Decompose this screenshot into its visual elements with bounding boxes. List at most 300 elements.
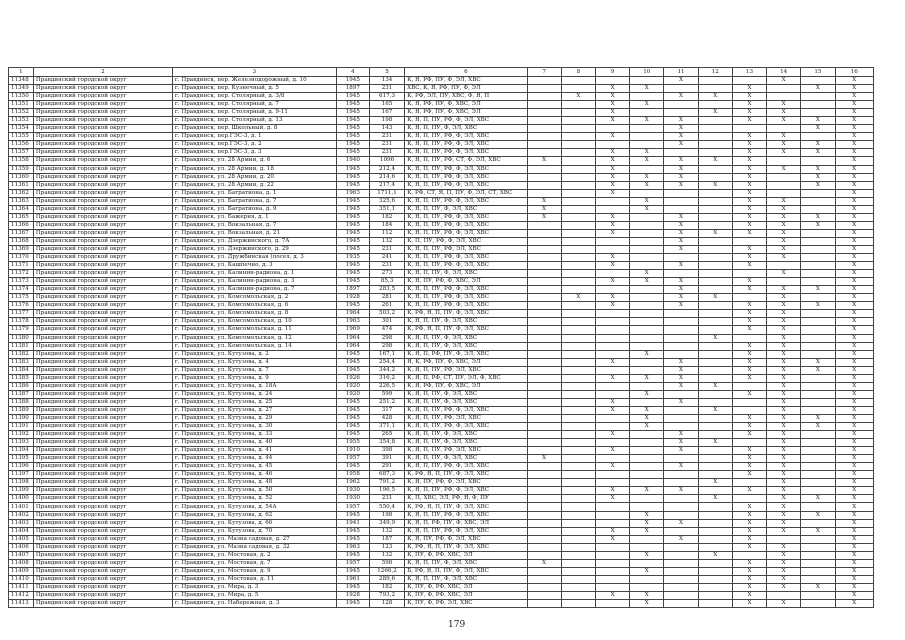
mark-11-cell (664, 471, 698, 479)
mark-13-cell: Х (732, 431, 766, 439)
mark-15-cell: Х (801, 85, 835, 93)
table-row (9, 229, 874, 237)
mark-12-cell: Х (698, 93, 732, 101)
mark-13-cell (732, 495, 766, 503)
mark-12-cell (698, 583, 732, 591)
build-year-cell: 1945 (336, 77, 369, 85)
mark-12-cell (698, 262, 732, 270)
mark-9-cell (595, 342, 629, 350)
mark-12-cell (698, 165, 732, 173)
mark-10-cell (630, 254, 664, 262)
mark-16-cell: Х (835, 262, 874, 270)
mark-14-cell: Х (767, 302, 801, 310)
table-row (9, 189, 874, 197)
mark-11-cell (664, 326, 698, 334)
mark-14-cell (767, 93, 801, 101)
mark-10-cell: Х (630, 101, 664, 109)
mark-8-cell (561, 439, 595, 447)
address-cell: г. Правдинск, ул. Мира, д. 5 (172, 592, 336, 600)
table-row (9, 567, 874, 575)
mark-9-cell (595, 318, 629, 326)
mark-14-cell: Х (767, 254, 801, 262)
mark-9-cell (595, 503, 629, 511)
row-number-cell: 11359 (9, 165, 34, 173)
mark-13-cell: Х (732, 205, 766, 213)
mark-8-cell (561, 149, 595, 157)
mark-7-cell (527, 423, 561, 431)
address-cell: г. Правдинск, ул. Кутузова, д. 41 (172, 447, 336, 455)
mark-14-cell: Х (767, 101, 801, 109)
mark-16-cell: Х (835, 398, 874, 406)
mark-15-cell (801, 382, 835, 390)
mark-10-cell: Х (630, 487, 664, 495)
table-row (9, 125, 874, 133)
mark-7-cell (527, 527, 561, 535)
column-header-11: 11 (664, 68, 698, 77)
mark-12-cell (698, 77, 732, 85)
mark-14-cell: Х (767, 543, 801, 551)
mark-12-cell (698, 358, 732, 366)
structural-elements-cell: К, Я, П, ПУ, Ф, ЭЛ, ХВС (405, 439, 527, 447)
address-cell: г. Правдинск, ул. 28 Армии, д. 22 (172, 181, 336, 189)
address-cell: г. Правдинск, ул. Калинин-радиона, д. 3 (172, 278, 336, 286)
municipality-cell: Правдинский городской округ (33, 592, 172, 600)
mark-7-cell (527, 237, 561, 245)
row-number-cell: 11358 (9, 157, 34, 165)
mark-16-cell: Х (835, 302, 874, 310)
mark-9-cell: Х (595, 487, 629, 495)
municipality-cell: Правдинский городской округ (33, 149, 172, 157)
mark-16-cell: Х (835, 318, 874, 326)
municipality-cell: Правдинский городской округ (33, 374, 172, 382)
structural-elements-cell: К, Я, П, ПУ, РФ, Ф, ЭЛ, ХВС (405, 254, 527, 262)
mark-10-cell (630, 141, 664, 149)
build-year-cell: 1945 (336, 398, 369, 406)
mark-9-cell (595, 286, 629, 294)
mark-12-cell (698, 366, 732, 374)
mark-16-cell: Х (835, 133, 874, 141)
structural-elements-cell: К, Я, ПУ, РФ, Ф, ХВС, ЭЛ (405, 278, 527, 286)
mark-9-cell (595, 551, 629, 559)
municipality-cell: Правдинский городской округ (33, 197, 172, 205)
mark-8-cell (561, 189, 595, 197)
mark-9-cell: Х (595, 592, 629, 600)
mark-8-cell (561, 270, 595, 278)
mark-8-cell (561, 551, 595, 559)
mark-9-cell (595, 390, 629, 398)
mark-8-cell: Х (561, 93, 595, 101)
build-year-cell: 1945 (336, 278, 369, 286)
table-row (9, 551, 874, 559)
mark-8-cell (561, 487, 595, 495)
mark-14-cell: Х (767, 197, 801, 205)
mark-13-cell: Х (732, 245, 766, 253)
table-row (9, 286, 874, 294)
municipality-cell: Правдинский городской округ (33, 390, 172, 398)
municipality-cell: Правдинский городской округ (33, 463, 172, 471)
build-year-cell: 1897 (336, 85, 369, 93)
mark-11-cell (664, 592, 698, 600)
mark-14-cell: Х (767, 575, 801, 583)
table-row (9, 559, 874, 567)
mark-7-cell (527, 463, 561, 471)
table-row (9, 398, 874, 406)
structural-elements-cell: К, Я, П, ПУ, РФ, Ф, ЭЛ, ХВС (405, 294, 527, 302)
mark-8-cell (561, 559, 595, 567)
mark-13-cell (732, 294, 766, 302)
mark-15-cell (801, 600, 835, 608)
mark-13-cell: Х (732, 310, 766, 318)
area-cell: 1096 (369, 157, 404, 165)
mark-15-cell (801, 447, 835, 455)
structural-elements-cell: К, Я, П, ПУ, РФ, Ф, ЭЛ, ХВС (405, 286, 527, 294)
mark-9-cell: Х (595, 294, 629, 302)
mark-10-cell (630, 326, 664, 334)
build-year-cell: 1920 (336, 382, 369, 390)
mark-9-cell: Х (595, 447, 629, 455)
mark-7-cell (527, 350, 561, 358)
mark-15-cell (801, 551, 835, 559)
mark-13-cell (732, 439, 766, 447)
mark-13-cell (732, 237, 766, 245)
address-cell: г. Правдинск, ул. 28 Армии, д. 18 (172, 165, 336, 173)
area-cell: 167 (369, 109, 404, 117)
mark-15-cell: Х (801, 221, 835, 229)
table-row (9, 213, 874, 221)
area-cell: 196,5 (369, 487, 404, 495)
mark-11-cell (664, 318, 698, 326)
mark-16-cell: Х (835, 294, 874, 302)
mark-10-cell (630, 310, 664, 318)
municipality-cell: Правдинский городской округ (33, 471, 172, 479)
mark-8-cell (561, 326, 595, 334)
mark-14-cell (767, 85, 801, 93)
mark-10-cell: Х (630, 181, 664, 189)
area-cell: 291 (369, 463, 404, 471)
mark-12-cell (698, 149, 732, 157)
table-row (9, 262, 874, 270)
row-number-cell: 11371 (9, 262, 34, 270)
area-cell: 1711,1 (369, 189, 404, 197)
mark-15-cell (801, 254, 835, 262)
structural-elements-cell: К, РФ, Я, П, ПУ, Ф, ЭЛ, ХВС (405, 310, 527, 318)
municipality-cell: Правдинский городской округ (33, 398, 172, 406)
mark-13-cell: Х (732, 350, 766, 358)
mark-13-cell: Х (732, 318, 766, 326)
row-number-cell: 11357 (9, 149, 34, 157)
area-cell: 198 (369, 117, 404, 125)
build-year-cell: 1945 (336, 366, 369, 374)
mark-11-cell: Х (664, 93, 698, 101)
area-cell: 261 (369, 302, 404, 310)
mark-14-cell: Х (767, 600, 801, 608)
table-row (9, 342, 874, 350)
row-number-cell: 11398 (9, 479, 34, 487)
mark-16-cell: Х (835, 559, 874, 567)
build-year-cell: 1945 (336, 270, 369, 278)
municipality-cell: Правдинский городской округ (33, 109, 172, 117)
mark-8-cell (561, 398, 595, 406)
mark-7-cell (527, 270, 561, 278)
area-cell: 123 (369, 543, 404, 551)
mark-12-cell (698, 85, 732, 93)
row-number-cell: 11412 (9, 592, 34, 600)
mark-15-cell (801, 390, 835, 398)
structural-elements-cell: К, Я, П, РФ, СТ, ПУ, ЭЛ, Ф, ХВС (405, 374, 527, 382)
mark-16-cell: Х (835, 125, 874, 133)
mark-16-cell: Х (835, 414, 874, 422)
mark-15-cell (801, 479, 835, 487)
mark-16-cell: Х (835, 390, 874, 398)
mark-9-cell: Х (595, 358, 629, 366)
mark-7-cell (527, 567, 561, 575)
mark-11-cell (664, 551, 698, 559)
mark-12-cell (698, 189, 732, 197)
mark-8-cell (561, 133, 595, 141)
mark-8-cell (561, 527, 595, 535)
mark-7-cell (527, 592, 561, 600)
structural-elements-cell: К, РФ, Я, П, ПУ, Ф, ЭЛ, ХВС (405, 471, 527, 479)
mark-13-cell: Х (732, 358, 766, 366)
build-year-cell: 1930 (336, 487, 369, 495)
address-cell: г. Правдинск, пер.ГЭС-3, д. 2 (172, 141, 336, 149)
mark-15-cell (801, 543, 835, 551)
mark-12-cell (698, 101, 732, 109)
address-cell: г. Правдинск, ул. Мазна садовая, д. 27 (172, 535, 336, 543)
structural-elements-cell: К, Я, П, ПУ, РФ, Ф, ЭЛ, ХВС (405, 463, 527, 471)
mark-16-cell: Х (835, 213, 874, 221)
mark-7-cell (527, 125, 561, 133)
address-cell: г. Правдинск, ул. Кутузова, д. 40 (172, 439, 336, 447)
mark-9-cell: Х (595, 535, 629, 543)
area-cell: 143 (369, 125, 404, 133)
build-year-cell: 1945 (336, 600, 369, 608)
mark-8-cell (561, 213, 595, 221)
mark-11-cell: Х (664, 141, 698, 149)
mark-16-cell: Х (835, 503, 874, 511)
area-cell: 298 (369, 342, 404, 350)
address-cell: г. Правдинск, ул. Мостовая, д. 11 (172, 575, 336, 583)
mark-15-cell (801, 406, 835, 414)
mark-13-cell (732, 382, 766, 390)
mark-10-cell (630, 447, 664, 455)
mark-15-cell (801, 519, 835, 527)
mark-7-cell (527, 414, 561, 422)
row-number-cell: 11375 (9, 294, 34, 302)
mark-15-cell: Х (801, 583, 835, 591)
mark-16-cell: Х (835, 479, 874, 487)
structural-elements-cell: К, РФ, СТ, Я, П, ПУ, Ф, ЭЛ, СТ, ХВС (405, 189, 527, 197)
mark-14-cell: Х (767, 374, 801, 382)
mark-11-cell: Х (664, 278, 698, 286)
mark-8-cell (561, 101, 595, 109)
mark-14-cell: Х (767, 141, 801, 149)
mark-9-cell (595, 600, 629, 608)
mark-16-cell: Х (835, 173, 874, 181)
mark-11-cell (664, 495, 698, 503)
municipality-cell: Правдинский городской округ (33, 286, 172, 294)
area-cell: 198 (369, 511, 404, 519)
mark-11-cell (664, 85, 698, 93)
mark-13-cell: Х (732, 133, 766, 141)
structural-elements-cell: К, П, ХВС, ЭЛ, РФ, Я, Ф, ПУ (405, 495, 527, 503)
mark-12-cell (698, 567, 732, 575)
mark-12-cell: Х (698, 229, 732, 237)
address-cell: г. Правдинск, ул. Кутузова, д. 54А (172, 503, 336, 511)
mark-14-cell: Х (767, 213, 801, 221)
mark-12-cell (698, 205, 732, 213)
mark-15-cell (801, 262, 835, 270)
mark-10-cell (630, 398, 664, 406)
mark-15-cell (801, 487, 835, 495)
row-number-cell: 11350 (9, 93, 34, 101)
municipality-cell: Правдинский городской округ (33, 181, 172, 189)
mark-12-cell (698, 543, 732, 551)
mark-8-cell (561, 125, 595, 133)
structural-elements-cell: К, Я, П, ПУ, Ф, ЭЛ, ХВС (405, 270, 527, 278)
mark-16-cell: Х (835, 527, 874, 535)
mark-13-cell: Х (732, 157, 766, 165)
mark-12-cell (698, 237, 732, 245)
mark-10-cell: Х (630, 551, 664, 559)
mark-12-cell: Х (698, 551, 732, 559)
mark-14-cell: Х (767, 423, 801, 431)
mark-15-cell (801, 109, 835, 117)
mark-8-cell (561, 431, 595, 439)
mark-14-cell (767, 125, 801, 133)
mark-15-cell: Х (801, 141, 835, 149)
mark-7-cell (527, 342, 561, 350)
mark-9-cell: Х (595, 149, 629, 157)
mark-7-cell: Х (527, 157, 561, 165)
build-year-cell: 1945 (336, 511, 369, 519)
area-cell: 226,5 (369, 382, 404, 390)
mark-13-cell: Х (732, 173, 766, 181)
build-year-cell: 1945 (336, 125, 369, 133)
municipality-cell: Правдинский городской округ (33, 567, 172, 575)
area-cell: 289,6 (369, 575, 404, 583)
mark-16-cell: Х (835, 165, 874, 173)
mark-9-cell: Х (595, 406, 629, 414)
mark-13-cell: Х (732, 85, 766, 93)
mark-16-cell: Х (835, 350, 874, 358)
row-number-cell: 11394 (9, 447, 34, 455)
mark-12-cell (698, 431, 732, 439)
mark-13-cell: Х (732, 503, 766, 511)
mark-10-cell (630, 503, 664, 511)
row-number-cell: 11369 (9, 245, 34, 253)
mark-14-cell: Х (767, 294, 801, 302)
mark-11-cell (664, 583, 698, 591)
build-year-cell: 1945 (336, 221, 369, 229)
table-row (9, 414, 874, 422)
address-cell: г. Правдинск, ул. Дзержинского, д. 29 (172, 245, 336, 253)
area-cell: 134 (369, 77, 404, 85)
mark-15-cell: Х (801, 213, 835, 221)
structural-elements-cell: К, Я, П, ПУ, РФ, Ф, ЭЛ, ХВС (405, 197, 527, 205)
mark-13-cell (732, 125, 766, 133)
area-cell: 301 (369, 318, 404, 326)
build-year-cell: 1969 (336, 326, 369, 334)
mark-14-cell: Х (767, 439, 801, 447)
mark-12-cell (698, 245, 732, 253)
row-number-cell: 11356 (9, 141, 34, 149)
mark-15-cell: Х (801, 423, 835, 431)
mark-7-cell (527, 575, 561, 583)
mark-7-cell (527, 583, 561, 591)
build-year-cell: 1945 (336, 423, 369, 431)
mark-14-cell (767, 181, 801, 189)
mark-9-cell (595, 310, 629, 318)
row-number-cell: 11374 (9, 286, 34, 294)
municipality-cell: Правдинский городской округ (33, 189, 172, 197)
mark-8-cell (561, 479, 595, 487)
mark-15-cell (801, 535, 835, 543)
mark-12-cell (698, 471, 732, 479)
address-cell: г. Правдинск, ул. Комсомольская, д. 2 (172, 294, 336, 302)
build-year-cell: 1940 (336, 157, 369, 165)
mark-9-cell (595, 471, 629, 479)
mark-11-cell: Х (664, 358, 698, 366)
mark-9-cell: Х (595, 463, 629, 471)
mark-10-cell (630, 93, 664, 101)
mark-11-cell (664, 390, 698, 398)
area-cell: 265 (369, 431, 404, 439)
mark-8-cell (561, 535, 595, 543)
mark-15-cell (801, 278, 835, 286)
mark-11-cell (664, 109, 698, 117)
area-cell: 231 (369, 245, 404, 253)
mark-10-cell (630, 237, 664, 245)
column-header-5: 5 (369, 68, 404, 77)
mark-7-cell (527, 133, 561, 141)
row-number-cell: 11406 (9, 543, 34, 551)
build-year-cell: 1945 (336, 237, 369, 245)
mark-7-cell: Х (527, 197, 561, 205)
mark-13-cell: Х (732, 414, 766, 422)
mark-14-cell: Х (767, 527, 801, 535)
mark-13-cell: Х (732, 366, 766, 374)
mark-11-cell: Х (664, 431, 698, 439)
address-cell: г. Правдинск, ул. Бажерия, д. 1 (172, 213, 336, 221)
mark-11-cell: Х (664, 398, 698, 406)
structural-elements-cell: К, Я, П, ПУ, РФ, СТ, Ф, ЭЛ, ХВС (405, 157, 527, 165)
address-cell: г. Правдинск, ул. Кутузова, д. 9 (172, 374, 336, 382)
mark-15-cell (801, 334, 835, 342)
table-row (9, 527, 874, 535)
mark-15-cell (801, 398, 835, 406)
municipality-cell: Правдинский городской округ (33, 262, 172, 270)
address-cell: г. Правдинск, ул. Кутузова, д. 25 (172, 398, 336, 406)
mark-8-cell (561, 567, 595, 575)
area-cell: 273 (369, 270, 404, 278)
mark-13-cell: Х (732, 326, 766, 334)
build-year-cell: 1935 (336, 254, 369, 262)
area-cell: 251,2 (369, 398, 404, 406)
mark-9-cell: Х (595, 262, 629, 270)
mark-7-cell (527, 519, 561, 527)
mark-9-cell: Х (595, 374, 629, 382)
address-cell: г. Правдинск, ул. Кутузова, д. 18А (172, 382, 336, 390)
build-year-cell: 1930 (336, 495, 369, 503)
municipality-cell: Правдинский городской округ (33, 543, 172, 551)
mark-13-cell (732, 270, 766, 278)
mark-9-cell (595, 382, 629, 390)
mark-8-cell (561, 77, 595, 85)
build-year-cell: 1964 (336, 334, 369, 342)
address-cell: г. Правдинск, ул. Багратиона, д. 1 (172, 189, 336, 197)
mark-8-cell (561, 511, 595, 519)
